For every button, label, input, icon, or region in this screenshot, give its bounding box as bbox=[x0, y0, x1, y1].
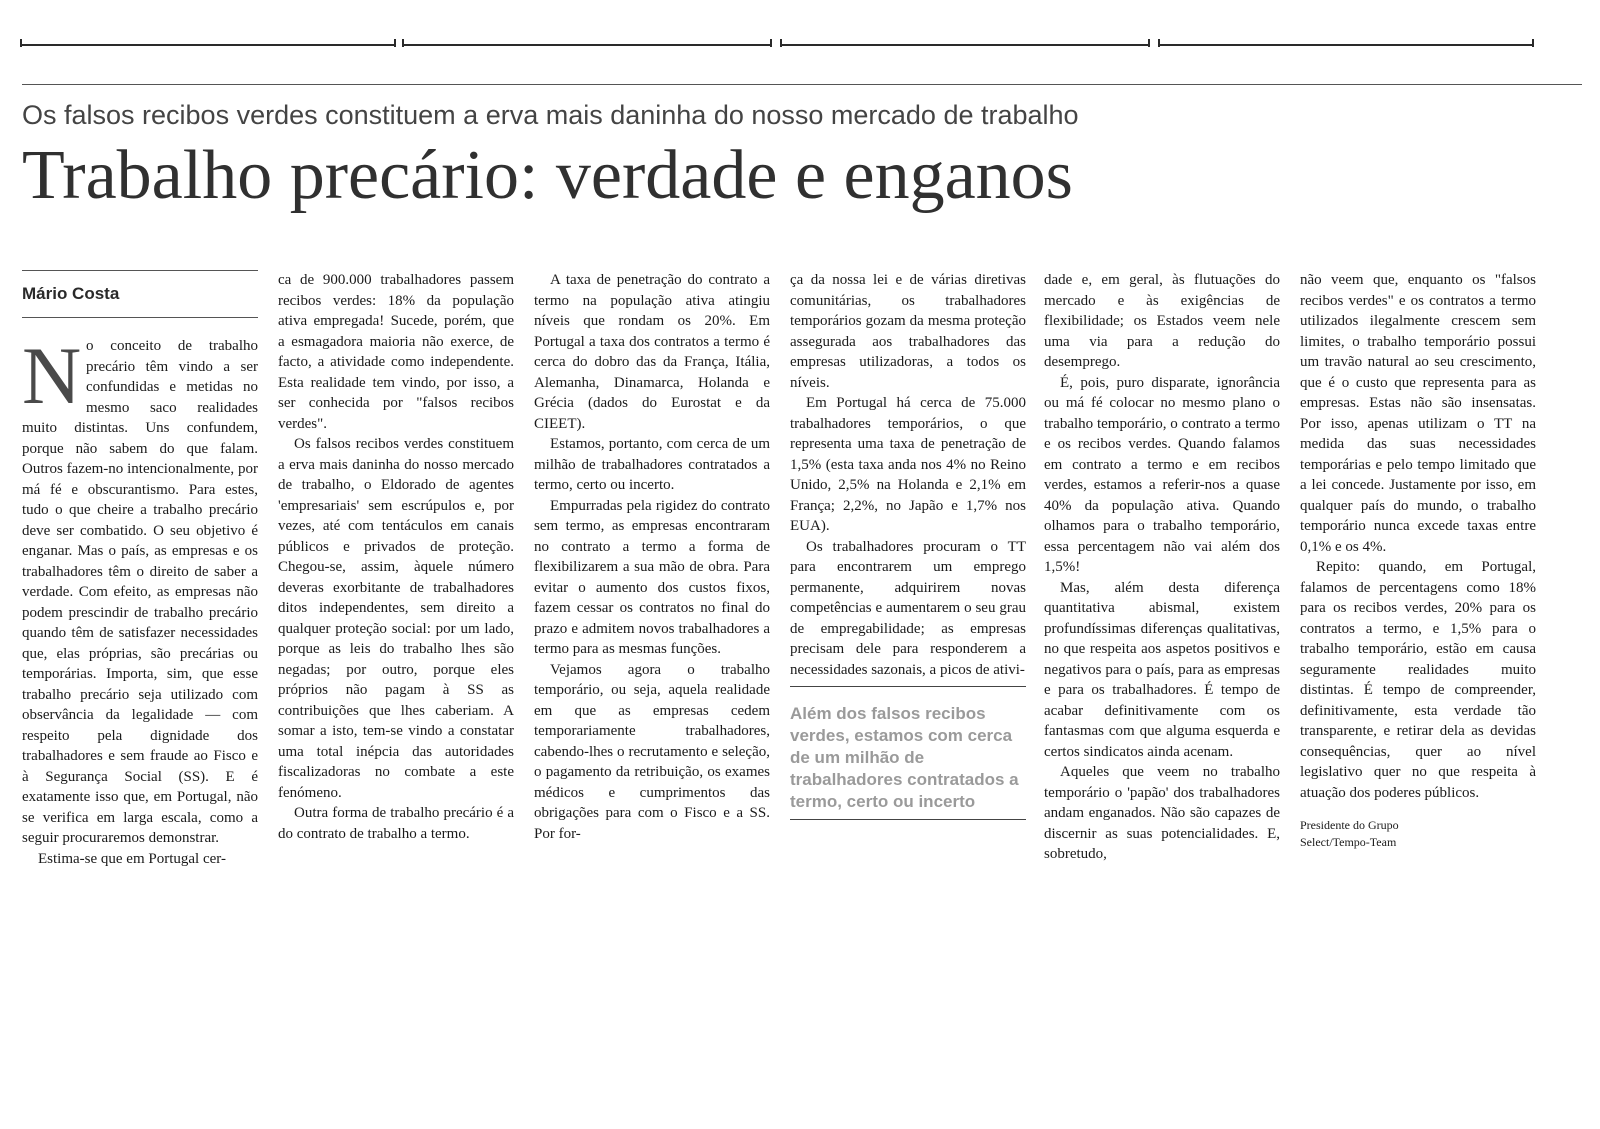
pull-quote bbox=[790, 686, 1026, 820]
article-paragraph: Empurradas pela rigidez do contrato sem termo, as empresas encontraram no contrato a termo a forma de flexibilizarem a sua mão de obra. Para evitar o aumento dos custos fixos, fazem cessar os contratos no final do prazo e admitem novos trabalhadores a termo para as mesmas funções. bbox=[534, 497, 770, 657]
header-rule bbox=[22, 84, 1582, 85]
top-tick bbox=[402, 39, 404, 47]
article-paragraph: dade e, em geral, às flutuações do mercado e às exigências de flexibilidade; os Estados veem nele uma via para a redução do desemprego. bbox=[1044, 272, 1280, 370]
top-tick bbox=[1148, 39, 1150, 47]
article-paragraph: Em Portugal há cerca de 75.000 trabalhadores temporários, o que representa uma taxa de penetração de 1,5% (esta taxa anda nos 4% no Reino Unido, 2,5% na Holanda e 2,1% em França; 2,2%, no Japão e 1,7% nos EUA). bbox=[790, 395, 1026, 534]
top-tick bbox=[1158, 39, 1160, 47]
article-paragraph: É, pois, puro disparate, ignorância ou má fé colocar no mesmo plano o trabalho temporário, o contrato a termo e os recibos verdes. Quando falamos em contrato a termo e em recibos verdes, estamos a referir-nos a quase 40% da população ativa. Quando olhamos para o trabalho temporário, essa percentagem não vai além dos 1,5%! bbox=[1044, 374, 1280, 575]
author-signature bbox=[1300, 817, 1536, 851]
article-paragraph: Vejamos agora o trabalho temporário, ou seja, aquela realidade em que as empresas cedem temporariamente trabalhadores, cabendo-lhes o recrutamento e seleção, o pagamento da retribuição, os exames médicos e cumprimentos das obrigações para com o Fisco e a SS. Por for- bbox=[534, 661, 770, 842]
pull-quote-text: Além dos falsos recibos verdes, estamos com cerca de um milhão de trabalhadores contratados a termo, certo ou incerto bbox=[790, 704, 1019, 811]
top-tick bbox=[770, 39, 772, 47]
top-tick bbox=[1532, 39, 1534, 47]
dropcap: N bbox=[22, 330, 82, 421]
article-paragraph: Estima-se que em Portugal cer- bbox=[38, 850, 226, 867]
article-paragraph: ca de 900.000 trabalhadores passem recibos verdes: 18% da população ativa empregada! Sucede, porém, que a esmagadora maioria não exerce, de facto, a atividade como independente. Esta realidade tem vindo, por isso, a ser conhecida por "falsos recibos verdes". bbox=[278, 272, 514, 432]
signature-line: Presidente do Grupo bbox=[1300, 818, 1399, 832]
headline: Trabalho precário: verdade e enganos bbox=[22, 137, 1073, 214]
top-tick bbox=[780, 39, 782, 47]
article-paragraph: No conceito de trabalho precário têm vindo a ser confundidas e metidas no mesmo saco realidades muito distintas. Uns confundem, porque não sabem do que falam. Outros fazem-no intencionalmente, por má fé e obscurantismo. Para estes, tudo o que cheire a trabalho precário deve ser combatido. O seu objetivo é enganar. Mas o país, as empresas e os trabalhadores têm o direito de saber a verdade. Com efeito, as empresas não podem prescindir de trabalho precário quando têm de satisfazer necessidades que, elas próprias, são precárias ou temporárias. Importa, sim, que esse trabalho precário seja utilizado com observância da legalidade — com respeito pela dignidade dos trabalhadores e sem fraude ao Fisco e à Segurança Social (SS). E é exatamente isso que, em Portugal, não se verifica em larga escala, como a seguir procuraremos demonstrar. bbox=[22, 330, 258, 846]
top-rule-1 bbox=[20, 44, 396, 46]
article-column-5 bbox=[1044, 270, 1280, 865]
article-column-6 bbox=[1300, 270, 1536, 851]
top-rule-3 bbox=[780, 44, 1150, 46]
article-paragraph: Mas, além desta diferença quantitativa abismal, existem profundíssimas diferenças qualitativas, no que respeita aos aspetos positivos e negativos para o país, para as empresas e para os trabalhadores. É tempo de acabar definitivamente com os fantasmas com que alguma esquerda e certos sindicatos ainda acenam. bbox=[1044, 579, 1280, 760]
article-column-2 bbox=[278, 270, 514, 844]
top-rule-4 bbox=[1158, 44, 1534, 46]
top-rule-2 bbox=[402, 44, 772, 46]
pull-quote-rule bbox=[790, 819, 1026, 820]
article-column-3 bbox=[534, 270, 770, 844]
byline-rule bbox=[22, 270, 258, 271]
article-paragraph: A taxa de penetração do contrato a termo na população ativa atingiu níveis que rondam os 20%. Em Portugal a taxa dos contratos a termo é cerca do dobro das da França, Itália, Alemanha, Dinamarca, Holanda e Grécia (dados do Eurostat e da CIEET). bbox=[534, 272, 770, 432]
kicker: Os falsos recibos verdes constituem a erva mais daninha do nosso mercado de trabalho bbox=[22, 100, 1079, 130]
article-paragraph: Os trabalhadores procuram o TT para encontrarem um emprego permanente, adquirirem novas competências e aumentarem o seu grau de empregabilidade; as empresas precisam dele para responderem a necessidades sazonais, a picos de ativi- bbox=[790, 538, 1026, 678]
top-tick bbox=[20, 39, 22, 47]
signature-line: Select/Tempo-Team bbox=[1300, 835, 1397, 849]
article-paragraph: Os falsos recibos verdes constituem a erva mais daninha do nosso mercado de trabalho, o Eldorado de agentes 'empresariais' sem escrúpulos e, por vezes, até com tentáculos em canais públicos e privados de proteção. Chegou-se, assim, àquele número deveras exorbitante de trabalhadores ditos independentes, sem direito a qualquer proteção social: por um lado, porque as leis do trabalho lhes são negadas; por outro, porque eles próprios não pagam à SS as contribuições que lhes caberiam. A somar a isto, tem-se vindo a constatar uma total inépcia das autoridades fiscalizadoras no combate a este fenómeno. bbox=[278, 436, 514, 801]
byline-rule bbox=[22, 317, 258, 318]
article-paragraph: Repito: quando, em Portugal, falamos de percentagens como 18% para os recibos verdes, 20% para os contratos a termo, e 1,5% para o trabalho temporário, estão em causa seguramente realidades muito distintas. É tempo de compreender, definitivamente, esta verdade tão transparente, e retirar dela as devidas consequências, quer ao nível legislativo quer no que respeita à atuação dos poderes públicos. bbox=[1300, 559, 1536, 801]
article-paragraph: ça da nossa lei e de várias diretivas comunitárias, os trabalhadores temporários gozam da mesma proteção assegurada aos trabalhadores das empresas utilizadoras, a todos os níveis. bbox=[790, 272, 1026, 391]
article-column-1 bbox=[22, 270, 258, 869]
article-paragraph: Outra forma de trabalho precário é a do contrato de trabalho a termo. bbox=[278, 805, 514, 842]
top-tick bbox=[394, 39, 396, 47]
author-byline: Mário Costa bbox=[22, 284, 120, 303]
article-paragraph: Estamos, portanto, com cerca de um milhão de trabalhadores contratados a termo, certo ou incerto. bbox=[534, 436, 770, 493]
article-paragraph: não veem que, enquanto os "falsos recibos verdes" e os contratos a termo utilizados ilegalmente crescem sem limites, o trabalho temporário possui um travão natural ao seu crescimento, que é o custo que representa para as empresas. Estas não são insensatas. Por isso, apenas utilizam o TT na medida das suas necessidades temporárias e pelo tempo limitado que a lei concede. Justamente por isso, em qualquer país do mundo, o trabalho temporário nunca excede taxas entre 0,1% e os 4%. bbox=[1300, 272, 1536, 555]
article-column-4 bbox=[790, 270, 1026, 820]
article-paragraph: Aqueles que veem no trabalho temporário o 'papão' dos trabalhadores andam enganados. Não são capazes de discernir as suas potencialidades. E, sobretudo, bbox=[1044, 764, 1280, 862]
